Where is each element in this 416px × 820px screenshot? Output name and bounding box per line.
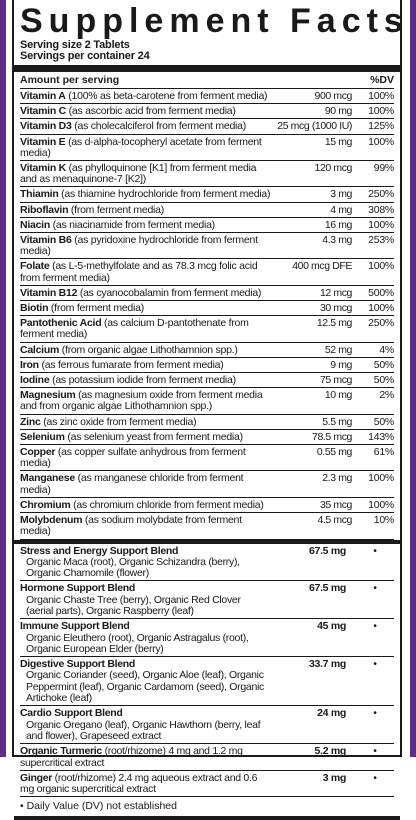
blend-ingredients: Organic Oregano (leaf), Organic Hawthorn (berry, leaf and flower), Grapeseed extract	[26, 718, 261, 742]
nutrient-dv: 100%	[368, 302, 394, 315]
blend-ingredients: (root/rhizome) 4 mg and 1.2 mg supercritical extract	[20, 745, 243, 769]
nutrient-detail: (as magnesium oxide from ferment media and from organic algae Lithothamnion spp.)	[20, 389, 263, 413]
nutrient-amount: 4 mg	[330, 203, 352, 216]
nutrient-dv: 143%	[368, 430, 394, 443]
nutrient-row	[20, 119, 394, 134]
nutrient-row	[20, 301, 394, 316]
nutrient-name	[20, 432, 274, 443]
nutrient-amount: 52 mg	[324, 343, 352, 356]
blend-title: Cardio Support Blend	[20, 707, 123, 720]
nutrient-amount: 12.5 mg	[316, 317, 352, 330]
nutrient-row	[20, 513, 394, 539]
blend-row	[20, 706, 394, 744]
nutrient-name	[20, 235, 274, 257]
nutrient-amount: 3 mg	[330, 188, 352, 201]
blend-name	[20, 746, 268, 769]
blend-amount: 5.2 mg	[314, 745, 346, 758]
nutrient-detail: (from ferment media)	[68, 203, 164, 216]
blend-dv: •	[373, 745, 377, 758]
nutrient-detail: (as ferrous fumarate from ferment media)	[38, 358, 224, 371]
nutrient-detail: (as cyanocobalamin from ferment media)	[77, 286, 262, 299]
nutrient-amount: 400 mcg DFE	[292, 260, 352, 273]
nutrient-label: Molybdenum	[20, 514, 83, 527]
nutrient-amount: 4.5 mcg	[317, 514, 352, 527]
supplement-facts-panel	[12, 0, 409, 813]
nutrient-row	[20, 316, 394, 342]
nutrient-row	[20, 218, 394, 233]
blend-ingredients: Organic Maca (root), Organic Schizandra (berry), Organic Chamomile (flower)	[26, 555, 240, 580]
blend-ingredients: Organic Chaste Tree (berry), Organic Red Clover (aerial parts), Organic Raspberry (leaf)	[26, 593, 241, 617]
blend-dv: •	[373, 707, 377, 720]
nutrient-dv: 99%	[373, 162, 394, 175]
blend-amount: 33.7 mg	[308, 658, 346, 671]
nutrient-detail: (from organic algae Lithothamnion spp.)	[59, 343, 238, 356]
serving-size: Serving size 2 Tablets	[20, 39, 130, 51]
nutrient-dv: 50%	[373, 374, 394, 387]
nutrient-row	[20, 161, 394, 187]
nutrient-row	[20, 343, 394, 358]
nutrient-name	[20, 515, 274, 537]
nutrient-label: Biotin	[20, 302, 49, 315]
nutrient-amount: 25 mcg (1000 IU)	[277, 120, 352, 133]
nutrient-dv: 500%	[368, 286, 394, 299]
nutrient-row	[20, 388, 394, 414]
blend-row	[20, 619, 394, 657]
nutrient-detail: (as chromium chloride from ferment media)	[70, 498, 264, 511]
nutrient-label: Vitamin B6	[20, 234, 72, 247]
nutrient-row	[20, 445, 394, 471]
nutrient-label: Niacin	[20, 218, 51, 231]
nutrient-row	[20, 373, 394, 388]
nutrient-name	[20, 417, 274, 428]
nutrient-name	[20, 447, 274, 469]
dv-header: %DV	[370, 74, 394, 86]
nutrient-label: Vitamin B12	[20, 286, 78, 299]
nutrient-label: Zinc	[20, 415, 41, 428]
nutrient-label: Chromium	[20, 498, 71, 511]
nutrient-detail: (as thiamine hydrochloride from ferment media)	[58, 188, 271, 201]
nutrient-detail: (as L-5-methylfolate and as 78.3 mcg folic acid from ferment media)	[20, 260, 258, 284]
blend-title: Organic Turmeric	[20, 745, 102, 758]
blend-name	[20, 546, 268, 580]
nutrient-label: Copper	[20, 446, 56, 459]
blend-name	[20, 583, 268, 617]
blend-name	[20, 773, 268, 796]
nutrient-row	[20, 104, 394, 119]
blend-name	[20, 708, 268, 742]
blend-amount: 67.5 mg	[308, 582, 346, 595]
nutrient-amount: 78.5 mcg	[312, 430, 352, 443]
blend-title: Immune Support Blend	[20, 620, 130, 633]
nutrient-dv: 100%	[368, 105, 394, 118]
nutrient-amount: 12 mcg	[319, 286, 352, 299]
blend-row	[20, 771, 394, 798]
nutrient-list	[20, 89, 394, 540]
nutrient-dv: 308%	[368, 203, 394, 216]
nutrient-name	[20, 220, 274, 231]
nutrient-dv: 4%	[379, 343, 394, 356]
nutrient-name	[20, 106, 274, 117]
nutrient-label: Vitamin A	[20, 90, 66, 102]
nutrient-label: Vitamin D3	[20, 120, 72, 133]
nutrient-detail: (as pyridoxine hydrochloride from ferment media)	[20, 234, 258, 258]
nutrient-detail: (as potassium iodide from ferment media)	[49, 374, 236, 387]
bottom-divider	[14, 816, 400, 820]
blend-dv: •	[373, 658, 377, 671]
nutrient-detail: (as zinc oxide from ferment media)	[40, 415, 197, 428]
nutrient-row	[20, 203, 394, 218]
nutrient-label: Thiamin	[20, 188, 59, 201]
nutrient-label: Riboflavin	[20, 203, 69, 216]
blend-list	[20, 544, 394, 798]
nutrient-amount: 75 mcg	[319, 374, 352, 387]
nutrient-name	[20, 500, 274, 511]
nutrient-dv: 250%	[368, 317, 394, 330]
nutrient-dv: 50%	[373, 415, 394, 428]
blend-dv: •	[373, 771, 377, 784]
blend-ingredients: Organic Eleuthero (root), Organic Astragalus (root), Organic European Elder (berry)	[26, 631, 249, 655]
nutrient-amount: 90 mg	[324, 105, 352, 118]
nutrient-dv: 250%	[368, 188, 394, 201]
nutrient-label: Vitamin C	[20, 105, 66, 118]
nutrient-label: Selenium	[20, 430, 65, 443]
nutrient-label: Folate	[20, 260, 50, 273]
nutrient-amount: 35 mcg	[319, 498, 352, 511]
nutrient-row	[20, 430, 394, 445]
servings-per-container: Servings per container 24	[20, 50, 150, 62]
nutrient-name	[20, 303, 274, 314]
nutrient-dv: 100%	[368, 218, 394, 231]
nutrient-label: Vitamin E	[20, 135, 66, 148]
nutrient-detail: (as phylloquinone [K1] from ferment media and as menaquinone-7 [K2])	[20, 162, 257, 186]
nutrient-label: Vitamin K	[20, 162, 66, 175]
nutrient-amount: 0.55 mg	[316, 446, 352, 459]
nutrient-dv: 100%	[368, 135, 394, 148]
nutrient-name	[20, 360, 274, 371]
blend-title: Digestive Support Blend	[20, 658, 136, 671]
amount-header: Amount per serving	[20, 74, 120, 86]
nutrient-amount: 16 mg	[324, 218, 352, 231]
nutrient-row	[20, 89, 394, 104]
nutrient-amount: 30 mcg	[319, 302, 352, 315]
nutrient-dv: 61%	[373, 446, 394, 459]
nutrient-dv: 100%	[368, 472, 394, 485]
nutrient-row	[20, 471, 394, 497]
blend-row	[20, 657, 394, 706]
nutrient-dv: 100%	[368, 498, 394, 511]
nutrient-amount: 5.5 mg	[322, 415, 352, 428]
nutrient-detail: (as selenium yeast from ferment media)	[64, 430, 243, 443]
nutrient-detail: (as manganese chloride from ferment media)	[20, 472, 244, 496]
nutrient-name	[20, 205, 274, 216]
blend-title: Hormone Support Blend	[20, 582, 136, 595]
nutrient-detail: (as ascorbic acid from ferment media)	[65, 105, 236, 118]
nutrient-row	[20, 135, 394, 161]
nutrient-row	[20, 358, 394, 373]
nutrient-dv: 253%	[368, 234, 394, 247]
nutrient-label: Manganese	[20, 472, 75, 485]
blend-title: Ginger	[20, 771, 53, 784]
nutrient-detail: (as sodium molybdate from ferment media)	[20, 514, 242, 538]
blend-ingredients: (root/rhizome) 2.4 mg aqueous extract and 0.6 mg organic supercritical extract	[20, 771, 258, 796]
thick-divider	[14, 65, 400, 72]
nutrient-detail: (as niacinamide from ferment media)	[50, 218, 215, 231]
nutrient-label: Pantothenic Acid	[20, 317, 102, 330]
blend-title: Stress and Energy Support Blend	[20, 544, 179, 557]
nutrient-dv: 50%	[373, 358, 394, 371]
nutrient-dv: 125%	[368, 120, 394, 133]
blend-amount: 67.5 mg	[308, 544, 346, 557]
blend-dv: •	[373, 544, 377, 557]
nutrient-detail: (as d-alpha-tocopheryl acetate from ferment media)	[20, 135, 262, 159]
column-header	[20, 72, 394, 89]
nutrient-name	[20, 473, 274, 495]
blend-row	[20, 544, 394, 582]
blend-dv: •	[373, 582, 377, 595]
nutrient-label: Iodine	[20, 374, 50, 387]
nutrient-detail: (as cholecalciferol from ferment media)	[71, 120, 246, 133]
blend-row	[20, 744, 394, 771]
blend-row	[20, 581, 394, 619]
nutrient-name	[20, 91, 274, 102]
nutrient-dv: 10%	[373, 514, 394, 527]
nutrient-dv: 2%	[379, 389, 394, 402]
nutrient-name	[20, 261, 274, 283]
nutrient-row	[20, 259, 394, 285]
nutrient-name	[20, 189, 274, 200]
nutrient-amount: 120 mcg	[314, 162, 352, 175]
blend-name	[20, 659, 268, 704]
footnote: • Daily Value (DV) not established	[20, 800, 177, 813]
nutrient-row	[20, 286, 394, 301]
nutrient-detail: (as copper sulfate anhydrous from ferment media)	[20, 446, 246, 470]
nutrient-name	[20, 288, 274, 299]
nutrient-name	[20, 390, 274, 412]
nutrient-detail: (100% as beta-carotene from ferment media)	[65, 90, 268, 102]
nutrient-label: Iron	[20, 358, 39, 371]
nutrient-amount: 900 mcg	[314, 90, 352, 102]
nutrient-label: Magnesium	[20, 389, 76, 402]
nutrient-name	[20, 121, 274, 132]
nutrient-name	[20, 345, 274, 356]
nutrient-amount: 10 mg	[324, 389, 352, 402]
blend-amount: 3 mg	[322, 771, 346, 784]
nutrient-name	[20, 163, 274, 185]
nutrient-detail: (as calcium D-pantothenate from ferment media)	[20, 317, 249, 341]
nutrient-amount: 4.3 mg	[322, 234, 352, 247]
nutrient-amount: 2.3 mg	[322, 472, 352, 485]
nutrient-dv: 100%	[368, 260, 394, 273]
blend-amount: 45 mg	[317, 620, 346, 633]
nutrient-amount: 15 mg	[324, 135, 352, 148]
nutrient-detail: (from ferment media)	[48, 302, 144, 315]
blend-name	[20, 621, 268, 655]
blend-dv: •	[373, 620, 377, 633]
nutrient-row	[20, 498, 394, 513]
nutrient-row	[20, 187, 394, 202]
nutrient-name	[20, 137, 274, 159]
nutrient-name	[20, 375, 274, 386]
nutrient-label: Calcium	[20, 343, 60, 356]
blend-amount: 24 mg	[317, 707, 346, 720]
nutrient-name	[20, 318, 274, 340]
nutrient-row	[20, 233, 394, 259]
nutrient-row	[20, 415, 394, 430]
blend-ingredients: Organic Coriander (seed), Organic Aloe (leaf), Organic Peppermint (leaf), Organic Cardamom (seed), Organic Artichoke (leaf)	[26, 669, 264, 705]
panel-title: Supplement Facts	[20, 2, 409, 40]
nutrient-amount: 9 mg	[330, 358, 352, 371]
nutrient-dv: 100%	[368, 90, 394, 102]
